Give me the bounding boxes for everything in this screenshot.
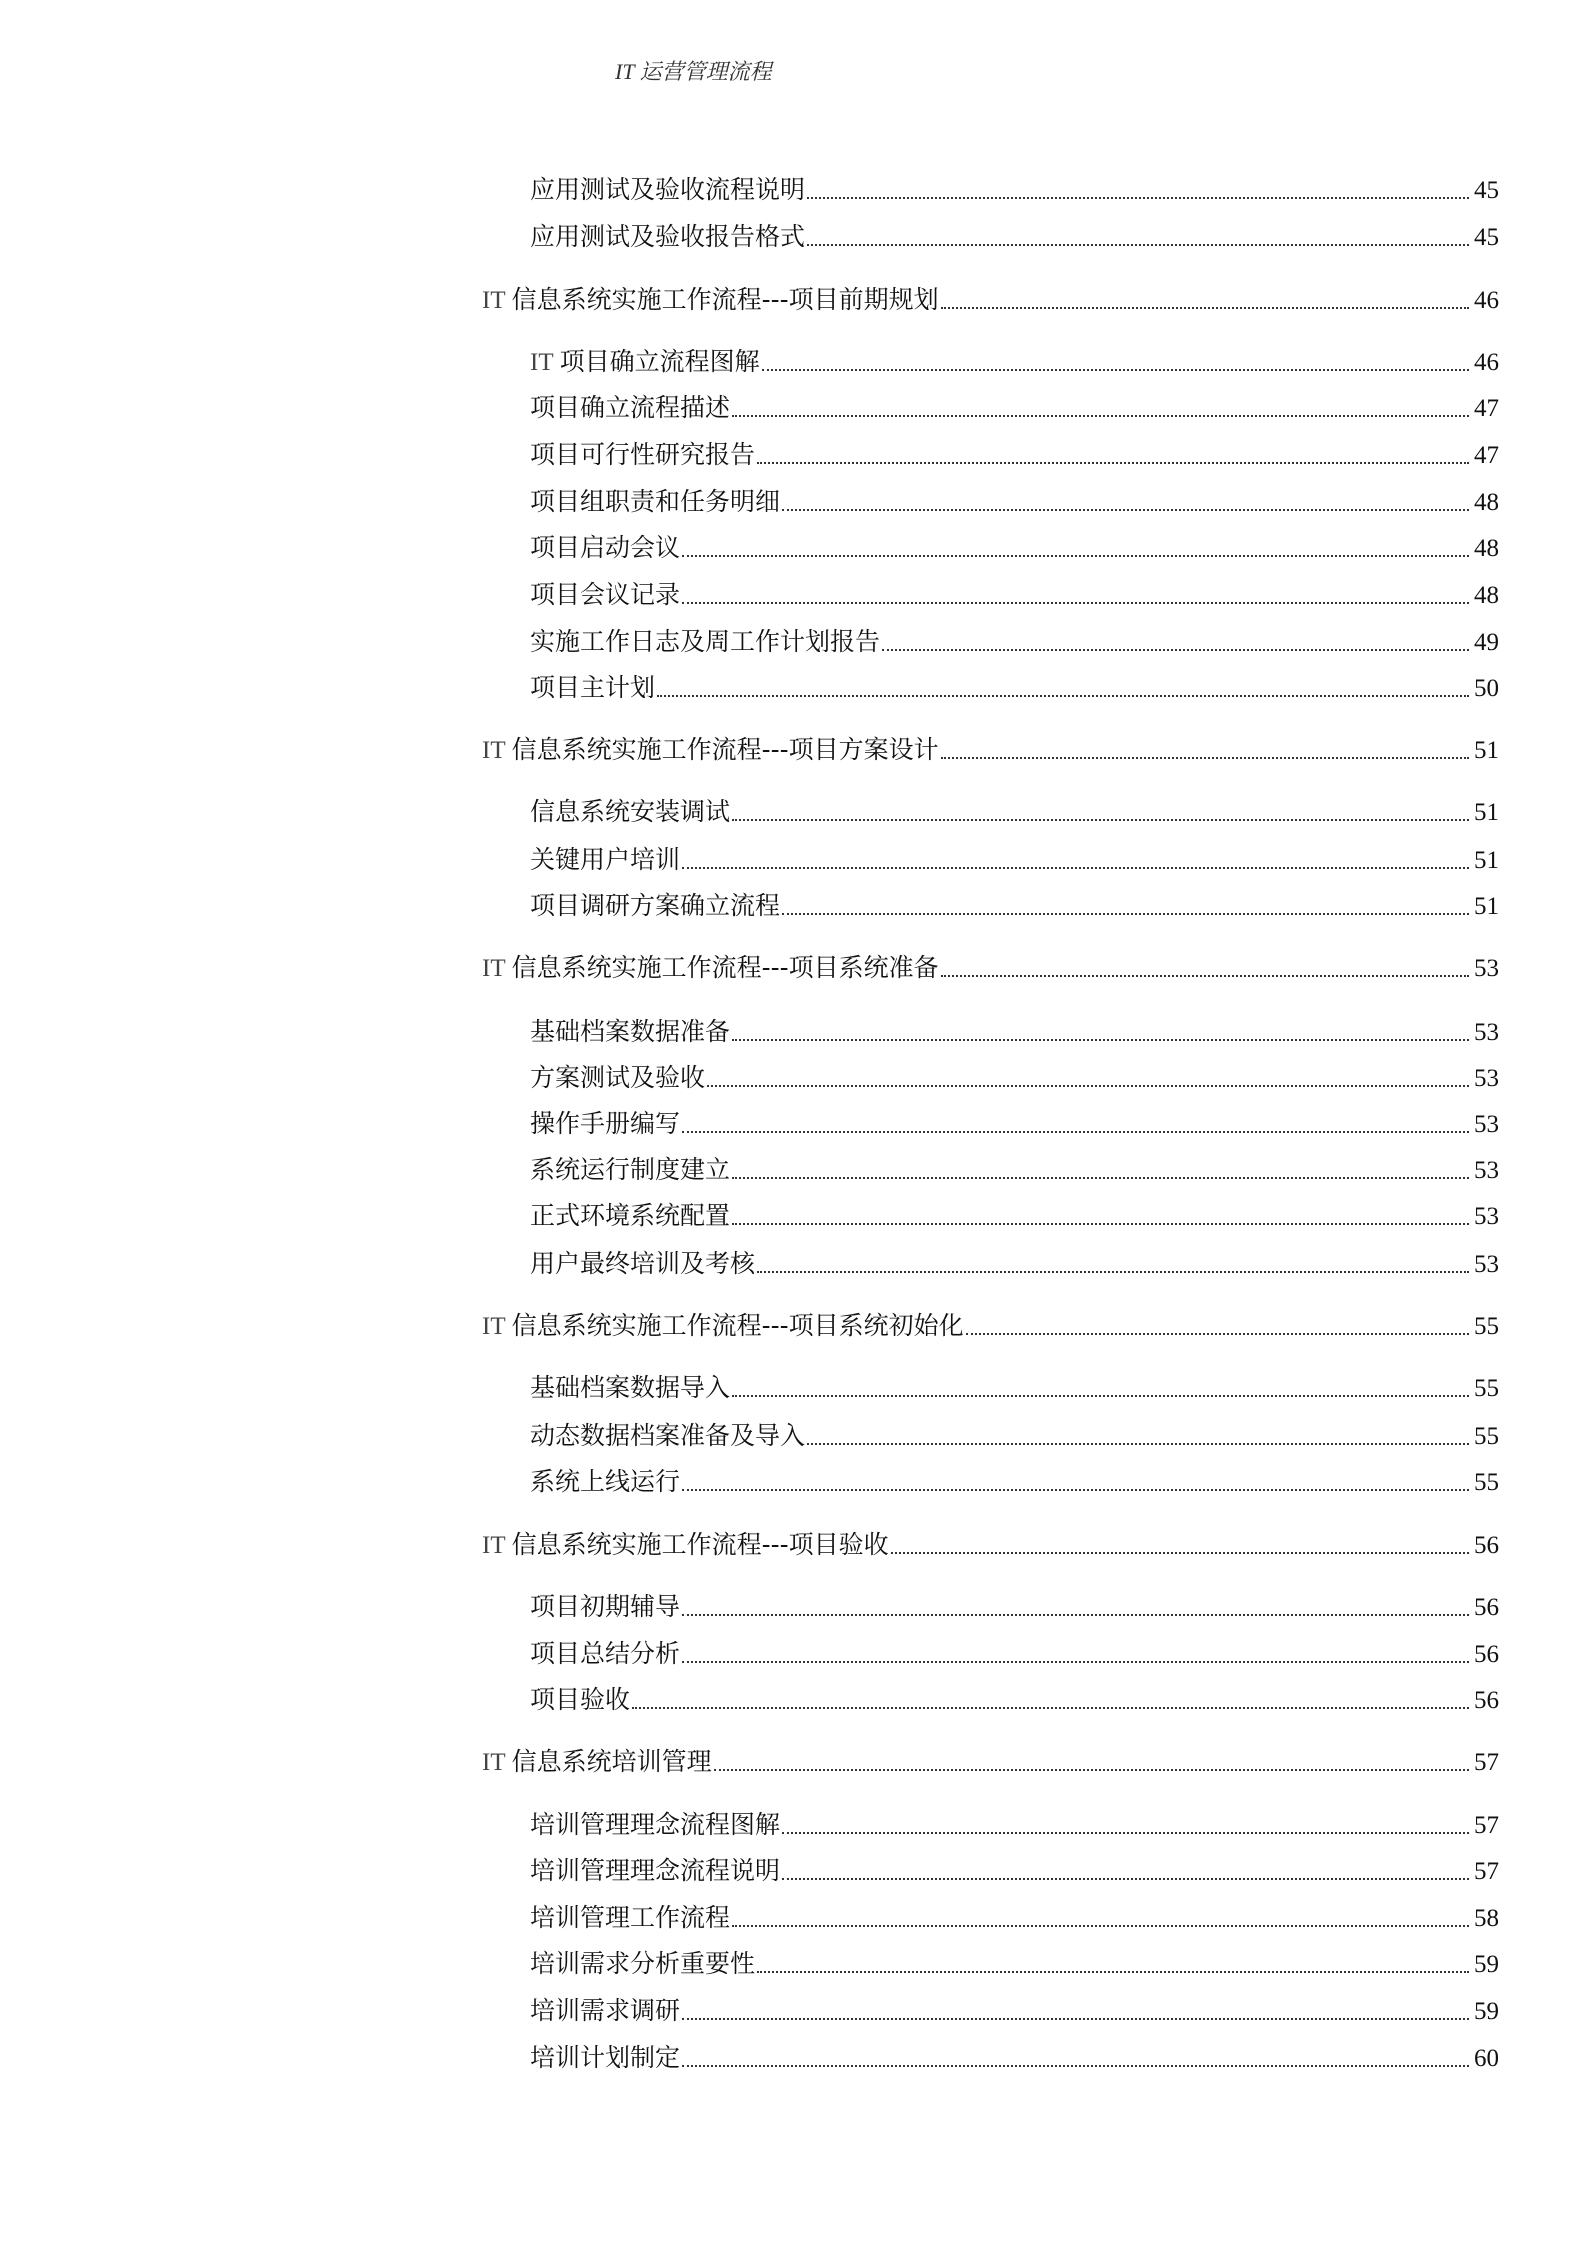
toc-entry[interactable]	[530, 1154, 1499, 1186]
dot-leader	[714, 1768, 1469, 1771]
toc-entry[interactable]	[530, 1062, 1499, 1094]
toc-entry[interactable]	[530, 1248, 1499, 1280]
toc-entry-title	[530, 579, 680, 611]
toc-entry-text: 信息系统培训管理	[511, 1747, 712, 1776]
toc-entry-title	[482, 1746, 712, 1779]
toc-entry[interactable]	[530, 532, 1499, 564]
toc-page-number: 47	[1474, 395, 1499, 422]
toc-entry-text: 项目初期辅导	[530, 1592, 681, 1621]
dot-leader	[782, 1877, 1469, 1880]
toc-entry-prefix: IT	[482, 955, 506, 982]
toc-page-number: 59	[1474, 1951, 1499, 1978]
toc-entry[interactable]	[530, 890, 1499, 922]
toc-entry-title	[530, 1154, 730, 1186]
dot-leader	[682, 1488, 1469, 1491]
toc-entry-text: 培训需求调研	[530, 1996, 681, 2025]
toc-entry-title	[482, 1310, 964, 1343]
toc-section-entry[interactable]	[482, 1529, 1499, 1561]
toc-page-number: 55	[1474, 1423, 1499, 1450]
toc-entry[interactable]	[530, 1016, 1499, 1048]
toc-page-number: 56	[1474, 1641, 1499, 1668]
toc-entry-text: 项目确立流程图解	[559, 347, 760, 376]
toc-entry-text: 项目确立流程描述	[530, 393, 731, 422]
toc-page-number: 60	[1474, 2045, 1499, 2072]
toc-entry-prefix: IT	[530, 349, 554, 376]
toc-entry[interactable]	[530, 486, 1499, 518]
running-header: IT 运营管理流程	[615, 59, 772, 84]
dot-leader	[941, 974, 1469, 977]
toc-entry[interactable]	[530, 672, 1499, 704]
toc-page-number: 48	[1474, 535, 1499, 562]
dot-leader	[966, 1332, 1469, 1335]
toc-entry-title	[530, 672, 655, 704]
toc-entry-title	[530, 532, 680, 564]
toc-entry-text: 实施工作日志及周工作计划报告	[530, 627, 881, 656]
toc-entry-text: 项目组职责和任务明细	[530, 487, 781, 516]
toc-section-entry[interactable]	[482, 284, 1499, 316]
toc-entry-title	[530, 486, 780, 518]
dot-leader	[782, 1831, 1469, 1834]
toc-entry-text: 操作手册编写	[530, 1109, 681, 1138]
toc-entry-text: 正式环境系统配置	[530, 1201, 731, 1230]
toc-page-number: 51	[1474, 799, 1499, 826]
dot-leader	[632, 1706, 1469, 1709]
dot-leader	[782, 912, 1469, 915]
dot-leader	[757, 461, 1469, 464]
dot-leader	[682, 1130, 1469, 1133]
toc-entry[interactable]	[530, 626, 1499, 658]
toc-entry-title	[530, 1200, 730, 1232]
toc-entry[interactable]	[530, 1948, 1499, 1980]
toc-entry-title	[482, 734, 939, 767]
toc-entry-prefix: IT	[482, 1532, 506, 1559]
toc-entry-prefix: IT	[482, 737, 506, 764]
toc-entry-title	[530, 1016, 730, 1048]
toc-entry-text: 应用测试及验收报告格式	[530, 222, 806, 251]
toc-entry-text: 信息系统实施工作流程---项目前期规划	[511, 285, 939, 314]
dot-leader	[782, 508, 1469, 511]
dot-leader	[732, 1176, 1469, 1179]
dot-leader	[757, 1270, 1469, 1273]
toc-entry[interactable]	[530, 1855, 1499, 1887]
toc-entry-text: 项目总结分析	[530, 1639, 681, 1668]
toc-entry-title	[530, 1855, 780, 1887]
dot-leader	[732, 1038, 1469, 1041]
toc-entry[interactable]	[530, 1995, 1499, 2027]
dot-leader	[657, 694, 1469, 697]
toc-page-number: 55	[1474, 1469, 1499, 1496]
toc-entry-text: 信息系统实施工作流程---项目系统初始化	[511, 1311, 964, 1340]
toc-page-number: 46	[1474, 349, 1499, 376]
toc-entry-text: 项目主计划	[530, 673, 656, 702]
toc-entry[interactable]	[530, 439, 1499, 471]
toc-entry-text: 用户最终培训及考核	[530, 1249, 756, 1278]
toc-entry-title	[530, 439, 755, 471]
dot-leader	[682, 2064, 1469, 2067]
toc-page-number: 48	[1474, 582, 1499, 609]
toc-page-number: 53	[1474, 1157, 1499, 1184]
dot-leader	[682, 1613, 1469, 1616]
dot-leader	[807, 196, 1469, 199]
dot-leader	[682, 554, 1469, 557]
toc-entry-text: 应用测试及验收流程说明	[530, 175, 806, 204]
toc-entry-text: 系统运行制度建立	[530, 1155, 731, 1184]
toc-page-number: 53	[1474, 1203, 1499, 1230]
toc-page-number: 59	[1474, 1998, 1499, 2025]
toc-entry-text: 项目会议记录	[530, 580, 681, 609]
toc-entry-title	[530, 1466, 680, 1498]
toc-page-number: 53	[1474, 1251, 1499, 1278]
toc-entry[interactable]	[530, 392, 1499, 424]
toc-entry-title	[530, 1684, 630, 1716]
toc-section-entry[interactable]	[482, 1310, 1499, 1342]
toc-entry-text: 项目启动会议	[530, 533, 681, 562]
toc-entry[interactable]	[530, 1638, 1499, 1670]
toc-entry-text: 系统上线运行	[530, 1467, 681, 1496]
toc-entry[interactable]	[530, 2042, 1499, 2074]
toc-entry-title	[530, 221, 805, 253]
toc-entry-title	[530, 1638, 680, 1670]
toc-entry-title	[530, 844, 680, 876]
toc-entry[interactable]	[530, 1809, 1499, 1841]
toc-entry-title	[530, 1108, 680, 1140]
dot-leader	[891, 1551, 1469, 1554]
toc-entry-text: 信息系统实施工作流程---项目验收	[511, 1530, 889, 1559]
toc-entry[interactable]	[530, 1372, 1499, 1404]
toc-page-number: 53	[1474, 955, 1499, 982]
toc-entry-prefix: IT	[482, 287, 506, 314]
toc-entry[interactable]	[530, 346, 1499, 378]
toc-page-number: 49	[1474, 629, 1499, 656]
toc-page-number: 46	[1474, 287, 1499, 314]
toc-entry[interactable]	[530, 221, 1499, 253]
toc-entry-prefix: IT	[482, 1749, 506, 1776]
toc-entry-text: 关键用户培训	[530, 845, 681, 874]
toc-page-number: 45	[1474, 224, 1499, 251]
dot-leader	[682, 866, 1469, 869]
dot-leader	[707, 1084, 1469, 1087]
toc-page-number: 57	[1474, 1858, 1499, 1885]
dot-leader	[807, 243, 1469, 246]
toc-entry-text: 项目可行性研究报告	[530, 440, 756, 469]
toc-entry-title	[530, 1948, 755, 1980]
toc-entry-title	[530, 1420, 805, 1452]
toc-entry-text: 信息系统实施工作流程---项目系统准备	[511, 953, 939, 982]
dot-leader	[732, 818, 1469, 821]
toc-page-number: 47	[1474, 442, 1499, 469]
toc-entry-text: 项目调研方案确立流程	[530, 891, 781, 920]
dot-leader	[732, 1394, 1469, 1397]
toc-entry-text: 培训需求分析重要性	[530, 1949, 756, 1978]
toc-entry[interactable]	[530, 1902, 1499, 1934]
dot-leader	[732, 414, 1469, 417]
toc-entry-text: 信息系统安装调试	[530, 797, 731, 826]
toc-page-number: 57	[1474, 1749, 1499, 1776]
toc-entry-title	[530, 1902, 730, 1934]
toc-section-entry[interactable]	[482, 734, 1499, 766]
toc-page-number: 51	[1474, 847, 1499, 874]
toc-entry-title	[530, 1062, 705, 1094]
toc-entry-title	[530, 1809, 780, 1841]
dot-leader	[941, 306, 1469, 309]
toc-section-entry[interactable]	[482, 952, 1499, 984]
dot-leader	[762, 368, 1469, 371]
toc-page-number: 56	[1474, 1687, 1499, 1714]
toc-entry-title	[530, 1248, 755, 1280]
toc-entry[interactable]	[530, 1420, 1499, 1452]
toc-entry-title	[482, 952, 939, 985]
dot-leader	[807, 1442, 1469, 1445]
toc-page-number: 57	[1474, 1812, 1499, 1839]
toc-page-number: 53	[1474, 1111, 1499, 1138]
toc-entry-title	[530, 626, 880, 658]
toc-entry-text: 培训管理理念流程说明	[530, 1856, 781, 1885]
toc-page-number: 55	[1474, 1313, 1499, 1340]
toc-entry[interactable]	[530, 579, 1499, 611]
dot-leader	[941, 756, 1469, 759]
toc-page-number: 51	[1474, 893, 1499, 920]
dot-leader	[882, 648, 1469, 651]
toc-page-number: 45	[1474, 177, 1499, 204]
toc-entry-text: 基础档案数据准备	[530, 1017, 731, 1046]
dot-leader	[682, 2017, 1469, 2020]
toc-entry-text: 基础档案数据导入	[530, 1373, 731, 1402]
toc-entry[interactable]	[530, 1466, 1499, 1498]
toc-entry-title	[530, 1995, 680, 2027]
toc-entry-title	[482, 284, 939, 317]
dot-leader	[682, 1660, 1469, 1663]
toc-entry-title	[530, 174, 805, 206]
toc-entry-text: 信息系统实施工作流程---项目方案设计	[511, 735, 939, 764]
toc-entry-text: 培训计划制定	[530, 2043, 681, 2072]
toc-entry-text: 培训管理工作流程	[530, 1903, 731, 1932]
toc-entry[interactable]	[530, 1108, 1499, 1140]
toc-entry-text: 动态数据档案准备及导入	[530, 1421, 806, 1450]
toc-page-number: 55	[1474, 1375, 1499, 1402]
toc-entry[interactable]	[530, 1591, 1499, 1623]
dot-leader	[757, 1970, 1469, 1973]
toc-entry[interactable]	[530, 1200, 1499, 1232]
dot-leader	[732, 1924, 1469, 1927]
toc-section-entry[interactable]	[482, 1746, 1499, 1778]
dot-leader	[682, 601, 1469, 604]
toc-page-number: 56	[1474, 1594, 1499, 1621]
toc-page-number: 51	[1474, 737, 1499, 764]
toc-page-number: 53	[1474, 1019, 1499, 1046]
toc-entry[interactable]	[530, 1684, 1499, 1716]
toc-entry-title	[530, 890, 780, 922]
toc-entry-title	[530, 392, 730, 424]
toc-entry-title	[482, 1529, 889, 1562]
toc-page-number: 50	[1474, 675, 1499, 702]
toc-entry-text: 项目验收	[530, 1685, 631, 1714]
toc-entry-title	[530, 1591, 680, 1623]
toc-entry[interactable]	[530, 844, 1499, 876]
dot-leader	[732, 1222, 1469, 1225]
toc-entry-title	[530, 1372, 730, 1404]
toc-page-number: 53	[1474, 1065, 1499, 1092]
toc-page-number: 58	[1474, 1905, 1499, 1932]
toc-entry-text: 方案测试及验收	[530, 1063, 706, 1092]
toc-page-number: 56	[1474, 1532, 1499, 1559]
toc-entry-title	[530, 2042, 680, 2074]
toc-entry-title	[530, 346, 760, 379]
toc-entry-prefix: IT	[482, 1313, 506, 1340]
toc-entry-title	[530, 796, 730, 828]
toc-entry-text: 培训管理理念流程图解	[530, 1810, 781, 1839]
toc-page-number: 48	[1474, 489, 1499, 516]
toc-entry[interactable]	[530, 796, 1499, 828]
toc-entry[interactable]	[530, 174, 1499, 206]
